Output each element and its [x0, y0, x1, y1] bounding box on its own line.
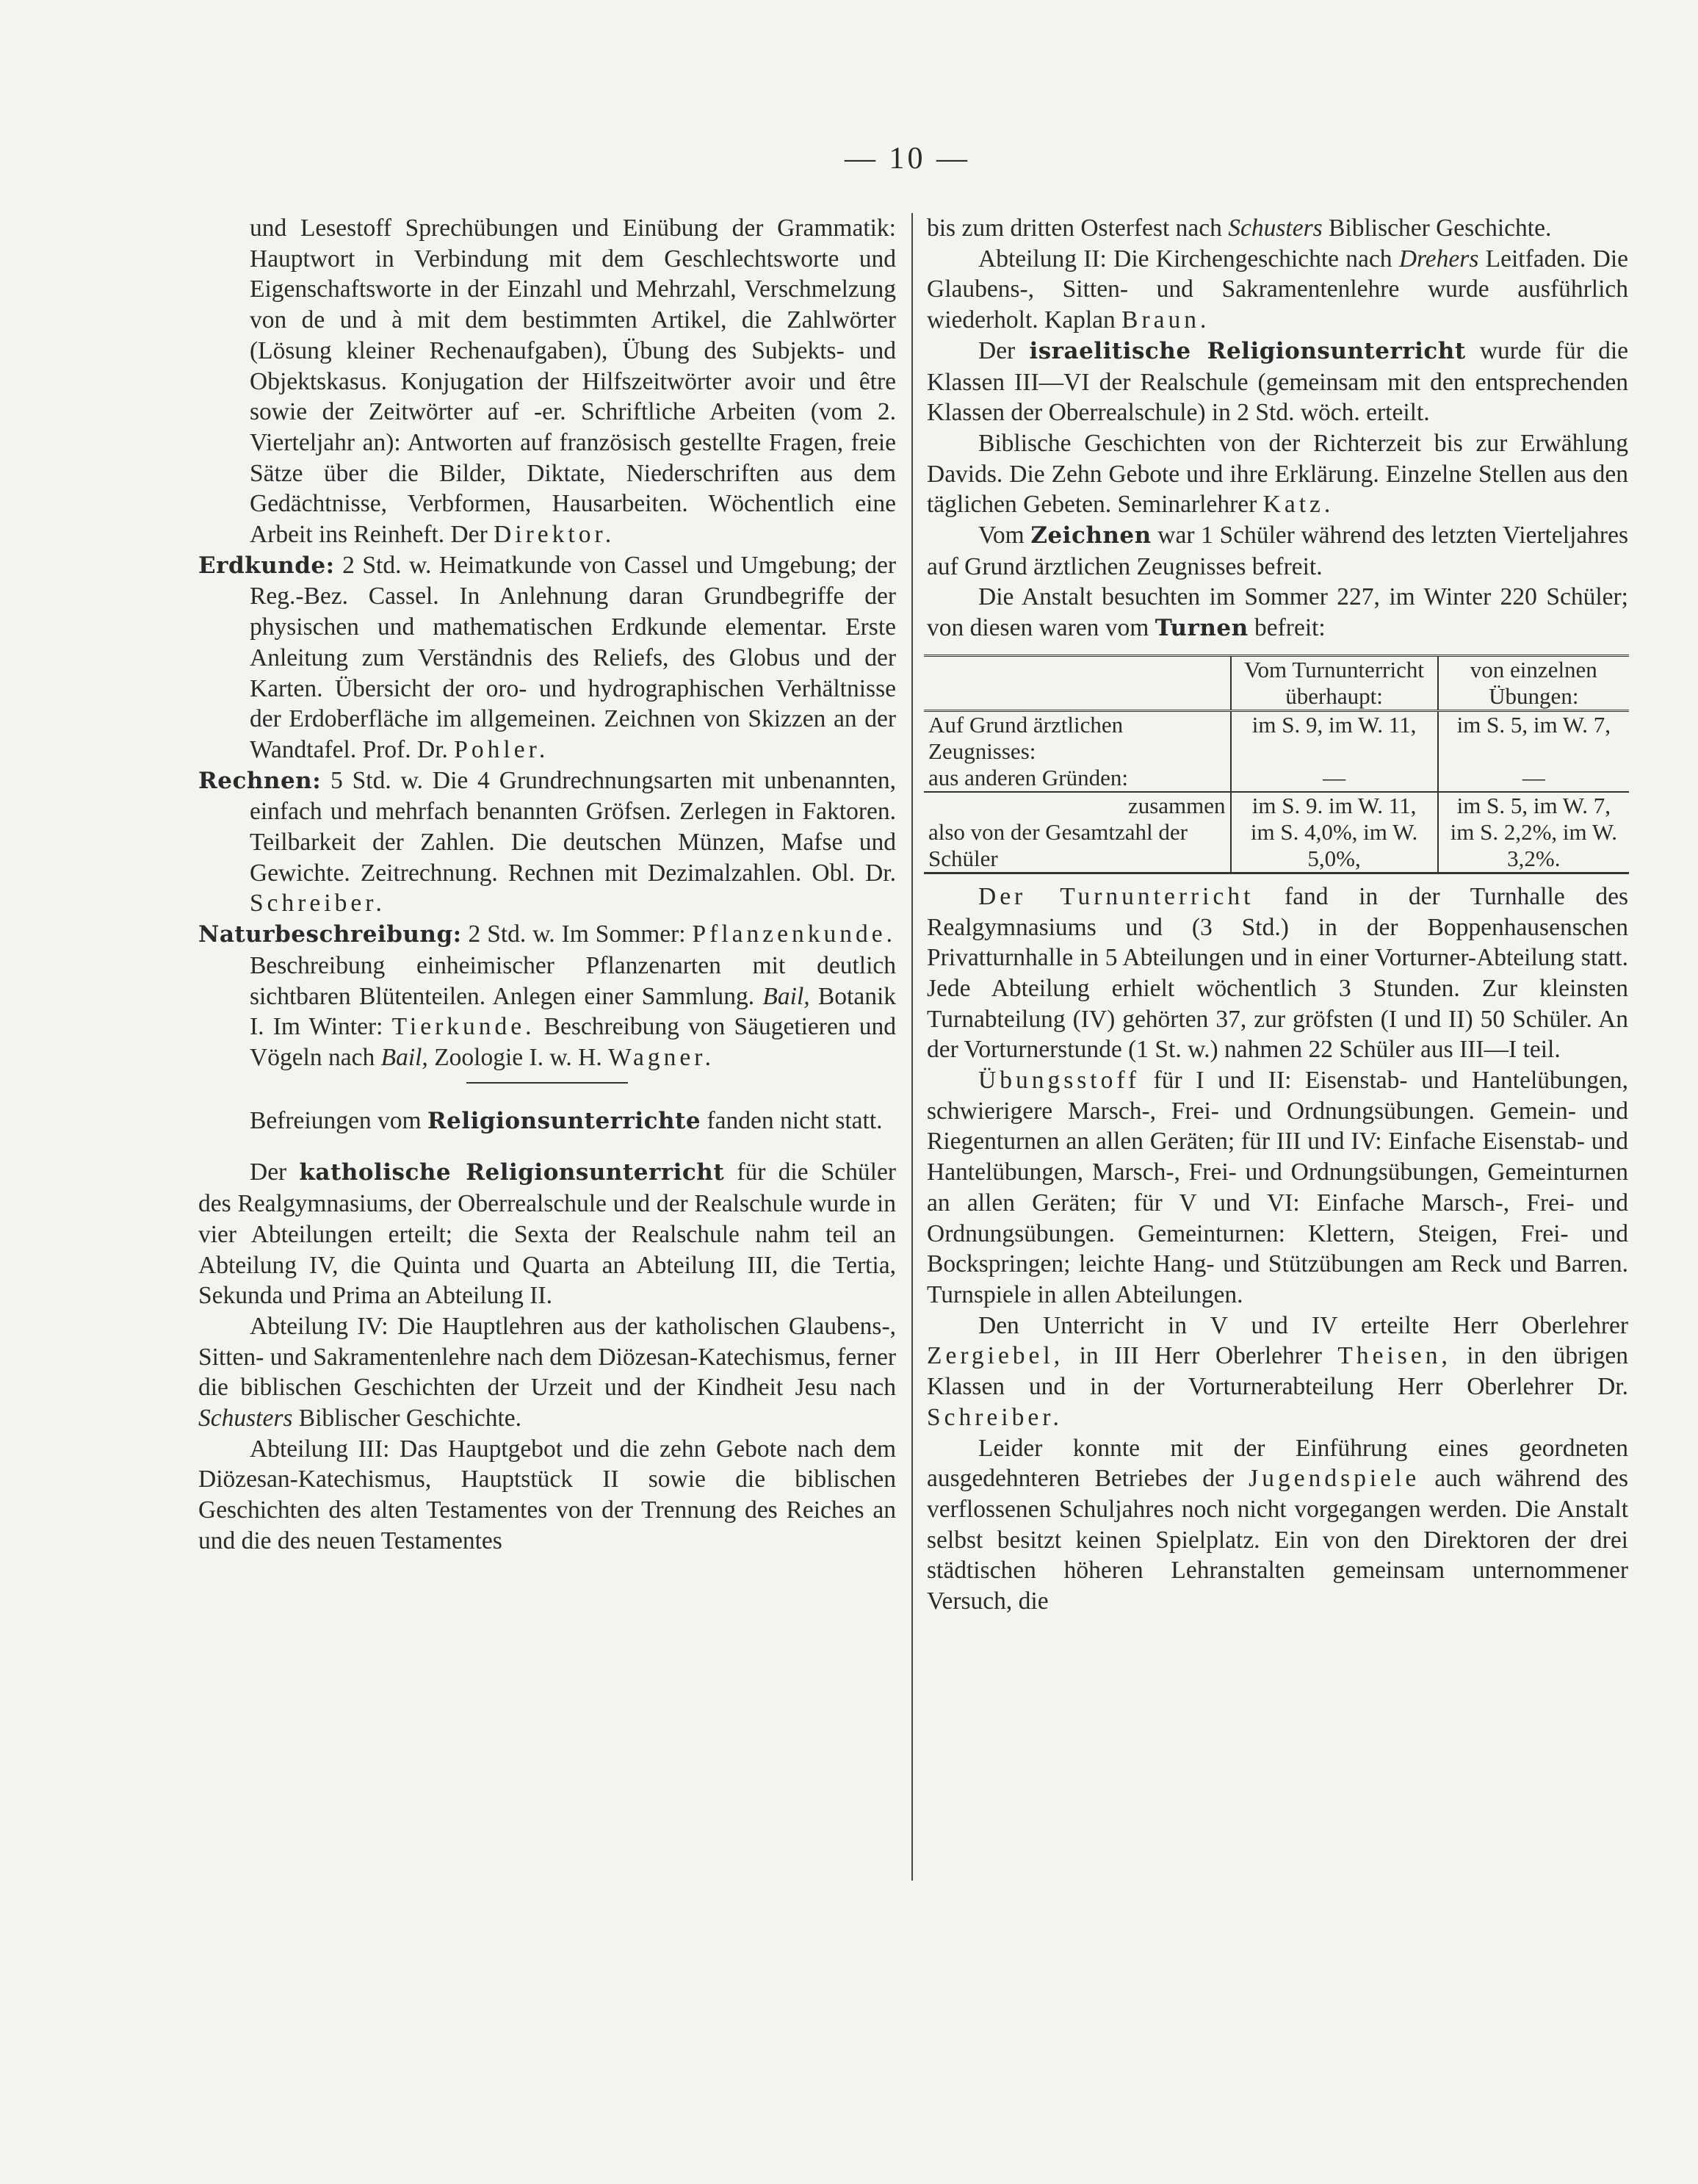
- paragraph-text: fand in der Turnhalle des Realgymnasiums und (3 Std.) in der Boppenhausenschen Privatturnhalle in 5 Abteilungen und in einer Vorturner-Abteilung statt. Jede Abteilung erhielt wöchentlich 3 Stunden. Zur kleinsten Turnabteilung (IV) gehörten 37, zur gröfsten (I und II) 50 Schüler. An der Vorturnerstunde (1 St. w.) nahmen 22 Schüler aus III—I teil.: [927, 882, 1628, 1064]
- paragraph-text: Abteilung IV: Die Hauptlehren aus der katholischen Glaubens-, Sitten- und Sakramentenlehre nach dem Diözesan-Katechismus, ferner die biblischen Geschichten der Urzeit und der Kindheit Jesu nach: [198, 1312, 896, 1402]
- table-header-cell: von einzelnen Übungen:: [1438, 655, 1629, 710]
- teacher-signature: Schreiber.: [250, 890, 386, 918]
- section-heading: Erdkunde:: [198, 552, 335, 579]
- paragraph-text: befreit:: [1248, 614, 1326, 642]
- section-text: 5 Std. w. Die 4 Grundrechnungsarten mit unbenannten, einfach und mehrfach benannten Gröfsen. Zerlegen in Faktoren. Teilbarkeit der Zahlen. Die deutschen Münzen, Mafse und Gewichte. Zeitrechnung. Rechnen mit Dezimalzahlen. Obl. Dr.: [250, 766, 896, 887]
- bold-term: Religionsunterrichte: [427, 1107, 701, 1134]
- paragraph-text: in den übrigen Klassen und in der Vorturnerabteilung Herr Oberlehrer Dr.: [927, 1342, 1628, 1401]
- paragraph-text: in III Herr Oberlehrer: [1063, 1342, 1338, 1370]
- table-cell: —: [1438, 765, 1629, 792]
- zeichnen-paragraph: [927, 520, 1628, 582]
- paragraph-text: und Lesestoff Sprechübungen und Einübung der Grammatik: Hauptwort in Verbindung mit dem Geschlechtsworte und Eigenschaftsworte in der Einzahl und Mehrzahl, Verschmelzung von de und à mit dem bestimmten Artikel, die Zahlwörter (Lösung kleiner Rechenaufgaben), Übung des Subjekts- und Objektskasus. Konjugation der Hilfszeitwörter avoir und être sowie der Zeitwörter auf -er. Schriftliche Arbeiten (vom 2. Vierteljahr an): Antworten auf französisch gestellte Fragen, freie Sätze über die Bilder, Diktate, Niederschriften aus dem Gedächtnisse, Verbformen, Hausarbeiten. Wöchentlich eine Arbeit ins Reinheft.: [250, 215, 896, 549]
- paragraph-text: Der: [250, 1158, 300, 1186]
- teacher-signature: Katz.: [1262, 491, 1334, 519]
- abteilung-ii-paragraph: [927, 244, 1628, 336]
- table-cell: —: [1231, 765, 1438, 792]
- section-text: Botanik I. Im Winter:: [250, 982, 897, 1041]
- paragraph-text: Der: [978, 336, 1030, 364]
- paragraph-text: war 1 Schüler während des letzten Vierteljahres auf Grund ärztlichen Zeugnisses befreit.: [927, 522, 1628, 580]
- teacher-signature: Pohler.: [454, 735, 549, 763]
- bold-term: katholische Religionsunterricht: [299, 1159, 725, 1186]
- table-row: [924, 819, 1629, 873]
- paragraph-text: Den Unterricht in V und IV erteilte Herr Oberlehrer: [978, 1311, 1628, 1339]
- table-row: [924, 792, 1629, 819]
- teacher-signature: Schreiber.: [927, 1403, 1063, 1431]
- paragraph-text: Abteilung II: Die Kirchengeschichte nach: [978, 245, 1399, 273]
- author-name: Schusters: [198, 1405, 293, 1432]
- exemption-table: [924, 655, 1629, 874]
- paragraph-text: Vom: [978, 522, 1031, 549]
- table-header-cell: [924, 655, 1231, 710]
- table-header-cell: Vom Turnunterricht überhaupt:: [1231, 655, 1438, 710]
- teacher-signature: Direktor.: [494, 521, 615, 549]
- table-cell: also von der Gesamtzahl der Schüler: [924, 819, 1231, 873]
- paragraph-text: Befreiungen vom: [250, 1106, 427, 1134]
- author-name: Bail,: [762, 982, 810, 1010]
- section-divider: [466, 1082, 628, 1084]
- paragraph-text: Leider konnte mit der Einführung eines geordneten ausgedehnteren Betriebes der: [927, 1434, 1628, 1493]
- paragraph-text: auch während des verflossenen Schuljahres noch nicht vorgegangen werden. Die Anstalt selbst besitzt keinen Spielplatz. Ein von den Direktoren der drei städtischen höheren Lehranstalten gemeinsam unternommener Versuch, die: [927, 1465, 1628, 1615]
- befreiungen-paragraph: [198, 1106, 896, 1137]
- author-name: Bail,: [380, 1043, 428, 1071]
- section-heading: Rechnen:: [198, 767, 322, 794]
- section-text: 2 Std. w. Im Sommer:: [461, 920, 693, 948]
- teacher-signature: Braun.: [1121, 306, 1210, 334]
- erdkunde-section: [198, 550, 896, 765]
- paragraph-text: wurde für die Klassen III—VI der Realschule (gemeinsam mit den entsprechenden Klassen der Oberrealschule) in 2 Std. wöch. erteilt.: [927, 336, 1628, 427]
- paragraph-text: fanden nicht statt.: [701, 1106, 883, 1134]
- french-lesson-paragraph: [198, 213, 896, 550]
- left-column: [198, 213, 896, 1557]
- table-row: [924, 765, 1629, 792]
- spaced-term: Tierkunde.: [391, 1013, 535, 1041]
- abteilung-iii-paragraph: Abteilung III: Das Hauptgebot und die zehn Gebote nach dem Diözesan-Katechismus, Hauptstück II sowie die biblischen Geschichten des alten Testamentes von der Trennung des Reiches an und die des neuen Testamentes: [198, 1435, 896, 1554]
- abteilung-iv-paragraph: [198, 1311, 896, 1434]
- anstalt-paragraph: [927, 582, 1628, 644]
- bold-term: Zeichnen: [1030, 522, 1152, 549]
- spaced-term: Jugendspiele: [1249, 1465, 1420, 1493]
- table-cell: Auf Grund ärztlichen Zeugnisses:: [928, 711, 1124, 764]
- signature-prefix: Der: [450, 521, 494, 549]
- katholisch-paragraph: [198, 1157, 896, 1311]
- table-header-row: [924, 655, 1629, 710]
- section-text: 2 Std. w. Heimatkunde von Cassel und Umgebung; der Reg.-Bez. Cassel. In Anlehnung daran Grundbegriffe der physischen und mathematischen Erdkunde elementar. Erste Anleitung zum Verständnis des Reliefs, des Globus und der Karten. Übersicht der oro- und hydrographischen Verhältnisse der Erdoberfläche im allgemeinen. Zeichnen von Skizzen an der Wandtafel. Prof. Dr.: [250, 551, 896, 763]
- table-cell: im S. 5, im W. 7,: [1438, 710, 1629, 765]
- israelitisch-paragraph: [927, 336, 1628, 428]
- uebungsstoff-paragraph: [927, 1065, 1628, 1311]
- unterricht-paragraph: [927, 1311, 1628, 1433]
- column-divider: [911, 213, 913, 1881]
- table-cell: im S. 4,0%, im W. 5,0%,: [1231, 819, 1438, 873]
- bold-term: israelitische Religionsunterricht: [1029, 337, 1466, 364]
- author-name: Drehers: [1398, 245, 1479, 273]
- bold-term: Turnen: [1155, 615, 1249, 642]
- table-cell: im S. 9. im W. 11,: [1231, 792, 1438, 819]
- table-cell: aus anderen Gründen:: [928, 764, 1129, 790]
- paragraph-text: Biblische Geschichten von der Richterzeit bis zur Erwählung Davids. Die Zehn Gebote und ihre Erklärung. Einzelne Stellen aus den täglichen Gebeten. Seminarlehrer: [927, 429, 1628, 519]
- continuation-paragraph: [927, 213, 1628, 244]
- spaced-term: Pflanzenkunde.: [692, 920, 896, 948]
- author-name: Schusters: [1228, 215, 1323, 242]
- paragraph-text: Biblischer Geschichte.: [1322, 215, 1552, 242]
- turnunterricht-paragraph: [927, 882, 1628, 1065]
- table-cell: zusammen: [924, 792, 1231, 819]
- paragraph-text: für die Schüler des Realgymnasiums, der Oberrealschule und der Realschule wurde in vier Abteilungen erteilt; die Sexta der Realschule nahm teil an Abteilung IV, die Quinta und Quarta an Abteilung III, die Tertia, Sekunda und Prima an Abteilung II.: [198, 1158, 896, 1310]
- section-text: Zoologie I. w. H.: [427, 1043, 609, 1071]
- teacher-signature: Wagner.: [608, 1043, 715, 1071]
- table-cell: im S. 9, im W. 11,: [1231, 710, 1438, 765]
- right-column: [927, 213, 1628, 1617]
- section-heading: Naturbeschreibung:: [198, 921, 462, 948]
- page-number: — 10 —: [845, 142, 970, 176]
- spaced-term: Übungsstoff: [978, 1067, 1141, 1095]
- spaced-term: Der Turnunterricht: [978, 882, 1254, 910]
- table-cell: im S. 2,2%, im W. 3,2%.: [1438, 819, 1629, 873]
- section-text: Beschreibung einheimischer Pflanzenarten mit deutlich sichtbaren Blütenteilen. Anlegen einer Sammlung.: [250, 951, 896, 1010]
- jugendspiele-paragraph: [927, 1433, 1628, 1617]
- teacher-signature: Theisen,: [1337, 1342, 1451, 1370]
- teacher-signature: Zergiebel,: [927, 1342, 1064, 1370]
- paragraph-text: Die Anstalt besuchten im Sommer 227, im Winter 220 Schüler; von diesen waren vom: [927, 583, 1628, 642]
- naturbeschreibung-section: [198, 919, 896, 1073]
- spacer: [198, 1136, 896, 1157]
- table-cell: im S. 5, im W. 7,: [1438, 792, 1629, 819]
- paragraph-text: bis zum dritten Osterfest nach: [927, 215, 1229, 242]
- biblische-paragraph: [927, 428, 1628, 520]
- paragraph-text: Leitfaden. Die Glaubens-, Sitten- und Sakramentenlehre wurde ausführlich wiederholt. Kaplan: [927, 245, 1628, 334]
- paragraph-text: Biblischer Geschichte.: [292, 1405, 522, 1432]
- rechnen-section: [198, 765, 896, 920]
- paragraph-text: für I und II: Eisenstab- und Hantelübungen, schwierigere Marsch-, Frei- und Ordnungsübungen. Gemein- und Riegenturnen an allen Geräten; für III und IV: Einfache Eisenstab- und Hantelübungen, Marsch-, Frei- und Ordnungsübungen, Gemeinturnen an allen Geräten; für V und VI: Einfache Marsch-, Frei- und Ordnungsübungen. Gemeinturnen: Klettern, Steigen, Frei- und Bockspringen; leichte Hang- und Stützübungen am Reck und Barren. Turnspiele in allen Abteilungen.: [927, 1067, 1628, 1308]
- table-row: [924, 710, 1629, 765]
- section-text: Beschreibung von Säugetieren und Vögeln nach: [250, 1013, 896, 1071]
